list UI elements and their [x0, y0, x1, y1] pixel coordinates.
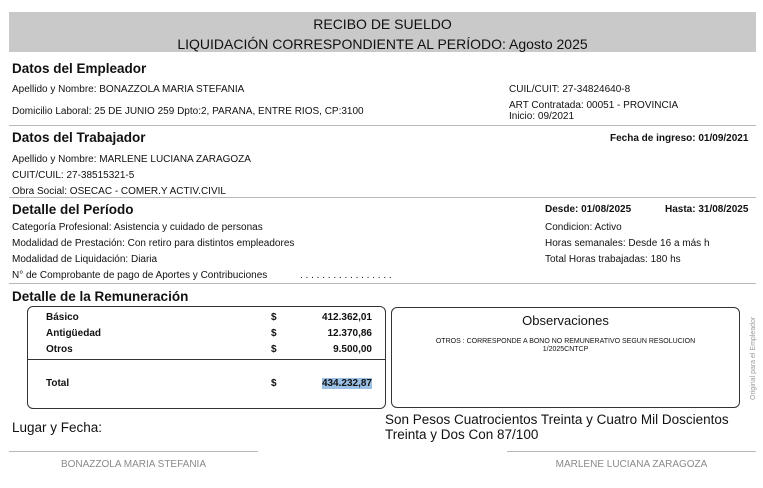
lugar-y-fecha-label: Lugar y Fecha:	[12, 420, 103, 435]
total-amount[interactable]: 434.232,87	[321, 378, 372, 389]
employer-cuit: CUIL/CUIT: 27-34824640-8	[509, 84, 631, 95]
remuneration-section-title: Detalle de la Remuneración	[12, 289, 189, 304]
observations-line1: OTROS : CORRESPONDE A BONO NO REMUNERATIVO SEGUN RESOLUCION	[435, 338, 696, 345]
worker-signature-name: MARLENE LUCIANA ZARAGOZA	[555, 459, 708, 470]
worker-section-title: Datos del Trabajador	[12, 130, 146, 145]
item-label: Básico	[46, 312, 79, 323]
total-amount-cell	[290, 378, 372, 389]
employer-name: Apellido y Nombre: BONAZZOLA MARIA STEFANIA	[12, 84, 245, 95]
employer-signature-line	[9, 451, 258, 452]
total-divider	[28, 359, 385, 360]
currency-symbol: $	[271, 344, 277, 355]
divider	[9, 283, 756, 284]
amount-in-words-line1: Son Pesos Cuatrocientos Treinta y Cuatro Mil Doscientos	[385, 412, 729, 427]
vertical-copy-note: Original para el Empleador	[750, 316, 757, 400]
currency-symbol: $	[271, 328, 277, 339]
period-hasta: Hasta: 31/08/2025	[665, 204, 749, 215]
employer-section-title: Datos del Empleador	[12, 61, 147, 76]
receipt-header	[9, 12, 756, 52]
item-amount: 9.500,00	[333, 344, 372, 355]
observations-line2: 1/2025CNTCP	[542, 346, 589, 353]
period-horas-semanales: Horas semanales: Desde 16 a más h	[545, 238, 710, 249]
period-modalidad-liquidacion: Modalidad de Liquidación: Diaria	[12, 254, 158, 265]
period-desde: Desde: 01/08/2025	[545, 204, 632, 215]
receipt-period-subtitle: LIQUIDACIÓN CORRESPONDIENTE AL PERÍODO: Agosto 2025	[177, 36, 588, 52]
remuneration-box	[27, 306, 386, 409]
period-section-title: Detalle del Período	[12, 202, 134, 217]
observations-title: Observaciones	[522, 313, 609, 328]
period-modalidad-prestacion: Modalidad de Prestación: Con retiro para distintos empleadores	[12, 238, 295, 249]
period-comprobante-dots: . . . . . . . . . . . . . . . . .	[300, 270, 392, 281]
currency-symbol: $	[271, 312, 277, 323]
period-comprobante: N° de Comprobante de pago de Aportes y Contribuciones	[12, 270, 268, 281]
amount-in-words-line2: Treinta y Dos Con 87/100	[385, 427, 539, 442]
item-amount: 12.370,86	[327, 328, 372, 339]
employer-inicio: Inicio: 09/2021	[509, 111, 575, 122]
employer-address: Domicilio Laboral: 25 DE JUNIO 259 Dpto:2, PARANA, ENTRE RIOS, CP:3100	[12, 106, 364, 117]
employer-art: ART Contratada: 00051 - PROVINCIA	[509, 100, 679, 111]
period-categoria: Categoría Profesional: Asistencia y cuidado de personas	[12, 222, 263, 233]
worker-signature-line	[507, 451, 756, 452]
item-amount: 412.362,01	[321, 312, 372, 323]
item-label: Otros	[46, 344, 73, 355]
period-total-horas: Total Horas trabajadas: 180 hs	[545, 254, 681, 265]
divider	[9, 125, 756, 126]
total-label: Total	[46, 378, 70, 389]
worker-name: Apellido y Nombre: MARLENE LUCIANA ZARAGOZA	[12, 154, 251, 165]
receipt-title: RECIBO DE SUELDO	[313, 16, 452, 32]
observations-box	[391, 307, 740, 408]
worker-fecha-ingreso: Fecha de ingreso: 01/09/2021	[610, 133, 749, 144]
period-condicion: Condicion: Activo	[545, 222, 622, 233]
divider	[9, 197, 756, 198]
currency-symbol: $	[271, 378, 277, 389]
worker-obra-social: Obra Social: OSECAC - COMER.Y ACTIV.CIVIL	[12, 186, 226, 197]
worker-cuil: CUIT/CUIL: 27-38515321-5	[12, 170, 135, 181]
item-label: Antigüedad	[46, 328, 101, 339]
employer-signature-name: BONAZZOLA MARIA STEFANIA	[60, 459, 207, 470]
